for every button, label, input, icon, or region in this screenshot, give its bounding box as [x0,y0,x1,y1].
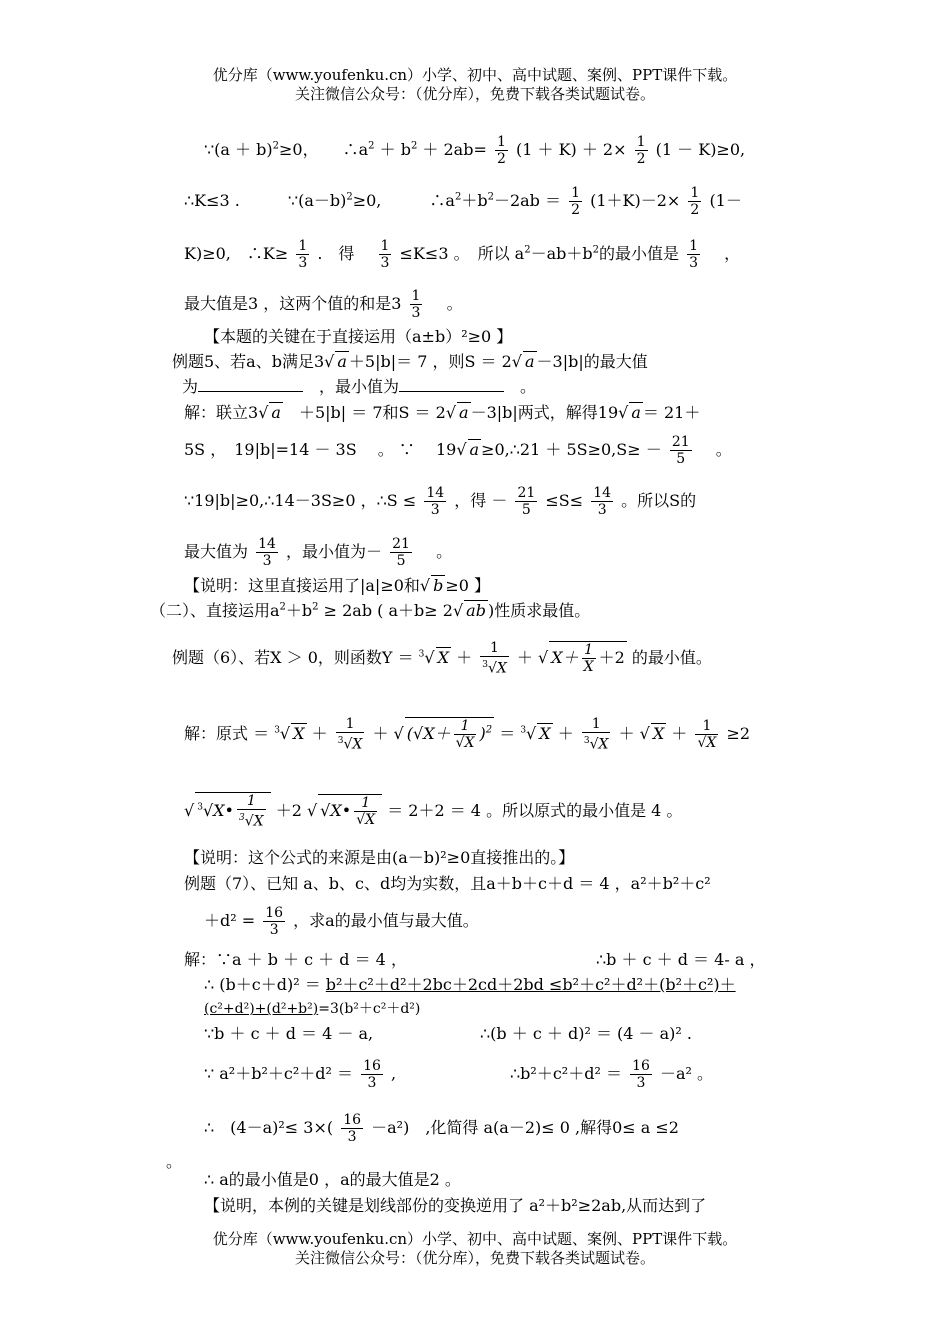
fraction-16-3: $\frac{16}{3}$ [632,1058,650,1091]
footer-line-1: 优分库（www.youfenku.cn）小学、初中、高中试题、案例、PPT课件下载。 [212,1230,738,1248]
footer-line-2: 关注微信公众号：（优分库），免费下载各类试题试卷。 [294,1249,655,1267]
ex7-question-1: 例题（7）、已知 a、b、c、d均为实数，且a＋b＋c＋d ＝ 4 ，a²＋b²＋c² [184,874,711,893]
fraction-third: $\frac{1}{3}$ [298,238,308,271]
p1-line-1: ∵(a ＋ b)$^2$≥0， $\therefore a^2 + b^2 + 2ab=$ $\frac{1}{2}$ (1 ＋ K) ＋ 2× $\frac{1}{2}$ (1 － K)≥0, [204,134,746,167]
ex5-solution-2: 5S ， 19|b|=14 － 3S 。 ∵ 19√ a ≥0,∴21 ＋ 5S≥0,S≥ － $\frac{21}{5}$ 。 [184,434,732,467]
ex5-solution-4: 最大值为 $\frac{14}{3}$ ，最小值为－ $\frac{21}{5}$ 。 [184,536,453,569]
fraction-third: $\frac{1}{3}$ [689,238,699,271]
fraction-21-5: $\frac{21}{5}$ [671,434,690,467]
p1-line-4: 最大值是3 ，这两个值的和是3 $\frac{1}{3}$ 。 [184,288,463,321]
ex5-note: 【说明：这里直接运用了|a|≥0和√ b ≥0 】 [184,576,491,595]
ex5-solution-1: 解：联立3√ a ＋5|b| ＝ 7和S ＝ 2√ a －3|b|两式，解得19√ a ＝ 21＋ [184,403,701,422]
ex7-solution-5a: ∵ a²＋b²＋c²＋d² ＝ $\frac{16}{3}$ , [204,1058,397,1091]
fraction-half: $\frac{1}{2}$ [636,134,646,167]
ex6-solution-2: √ $^3$√X• $\frac{1}{^3√X}$ ＋2 √ √X• $\frac{1}{√X}$ ＝ 2＋2 ＝ 4 。所以原式的最小值是 4 。 [184,793,683,830]
header-line-2: 关注微信公众号：（优分库），免费下载各类试题试卷。 [294,85,655,103]
ex7-solution-5b: ∴b²＋c²＋d² ＝ $\frac{16}{3}$ －a² 。 [510,1058,714,1091]
ex6-solution-1: 解：原式 ＝ $^3$√ X ＋ $\frac{1}{^3√X}$ ＋ √ (√X＋ $\frac{1}{√X}$ )$^2$ ＝ $^3$√ X ＋ $\frac{1}{^3√X}$ ＋ √ X ＋ $\frac{1}{√X}$ ≥2 [184,716,751,753]
section-2-heading: （二）、直接运用$a^2+b^2 \ge 2ab$ ( a＋b≥ 2√ ab )性质求最值。 [150,601,591,620]
ex7-solution-1a: 解：∵a ＋ b ＋ c ＋ d ＝ 4 ， [184,950,407,969]
answer-blank-min [399,377,504,392]
fraction-16-3: $\frac{16}{3}$ [265,905,284,938]
fraction-half: $\frac{1}{2}$ [496,134,506,167]
fraction-half: $\frac{1}{2}$ [571,185,581,218]
fraction-14-3: $\frac{14}{3}$ [426,485,445,518]
header-line-1: 优分库（www.youfenku.cn）小学、初中、高中试题、案例、PPT课件下载。 [212,66,738,84]
ex5-solution-3: ∵19|b|≥0,∴14－3S≥0 ，∴S ≤ $\frac{14}{3}$ ，得 － $\frac{21}{5}$ ≤S≤ $\frac{14}{3}$ 。所以S的 [184,485,697,518]
ex5-question-2: 为 ，最小值为 。 [182,377,537,396]
ex6-note: 【说明：这个公式的来源是由(a－b)²≥0直接推出的。】 [184,848,575,867]
ex5-question-1: 例题5、若a、b满足3√ a ＋5|b|＝ 7 ，则S ＝ 2√ a －3|b|的最大值 [172,352,648,371]
ex7-solution-6: ∴ (4－a)²≤ 3×( $\frac{16}{3}$ －a²) ,化简得 a(a－2)≤ 0 ,解得0≤ a ≤2 [204,1112,679,1145]
p1-line-3: K)≥0, ∴K≥ $\frac{1}{3}$ . 得 $\frac{1}{3}$ ≤K≤3 。 所以 $a^2-ab+b^2$的最小值是 $\frac{1}{3}$ ， [184,238,741,271]
ex7-solution-1b: ∴b ＋ c ＋ d ＝ 4- a ， [596,950,766,969]
fraction-half: $\frac{1}{2}$ [690,185,700,218]
fraction-16-3: $\frac{16}{3}$ [363,1058,381,1091]
p1-line-2: ∴K≤3 . $\because(a-b)^2\ge 0$, $\therefore a^2+b^2-2ab$ ＝ $\frac{1}{2}$ (1＋K)－2× $\frac{1}{2}$ (1－ [184,185,742,218]
ex7-solution-3: (c²+d²)+(d²+b²)=3(b²＋c²＋d²) [204,1001,421,1017]
fraction-third: $\frac{1}{3}$ [380,238,390,271]
fraction-14-3: $\frac{14}{3}$ [258,536,276,569]
fraction-14-3: $\frac{14}{3}$ [593,485,612,518]
ex7-question-2: ＋d² = $\frac{16}{3}$ ，求a的最小值与最大值。 [204,905,479,938]
ex7-solution-4a: ∵b ＋ c ＋ d ＝ 4 － a, [204,1024,374,1043]
fraction-third: $\frac{1}{3}$ [411,288,421,321]
ex7-solution-4b: ∴(b ＋ c ＋ d)² ＝ (4 － a)² . [480,1024,693,1043]
fraction-16-3: $\frac{16}{3}$ [343,1112,362,1145]
answer-blank-max [198,377,303,392]
ex7-note: 【说明，本例的关键是划线部份的变换逆用了 a²＋b²≥2ab,从而达到了 [204,1196,707,1215]
fraction-21-5: $\frac{21}{5}$ [392,536,410,569]
underlined-transform: b²＋c²＋d²＋2bc＋2cd＋2bd ≤b²＋c²＋d²＋(b²＋c²)＋ [325,975,736,994]
ex6-question: 例题（6）、若X ＞ 0，则函数Y ＝ $^3$√ X ＋ $\frac{1}{^3√X}$ ＋ √ X＋ $\frac{1}{X}$ ＋2 的最小值。 [172,640,712,677]
ex7-solution-2: ∴ (b＋c＋d)² ＝ b²＋c²＋d²＋2bc＋2cd＋2bd ≤b²＋c²＋d²＋(b²＋c²)＋ [204,975,736,994]
p1-key-note: 【本题的关键在于直接运用（a±b）²≥0 】 [204,327,513,346]
ex7-conclusion: ∴ a的最小值是0 ，a的最大值是2 。 [204,1170,461,1189]
fraction-21-5: $\frac{21}{5}$ [517,485,536,518]
ex7-solution-7: 。 [166,1152,183,1171]
